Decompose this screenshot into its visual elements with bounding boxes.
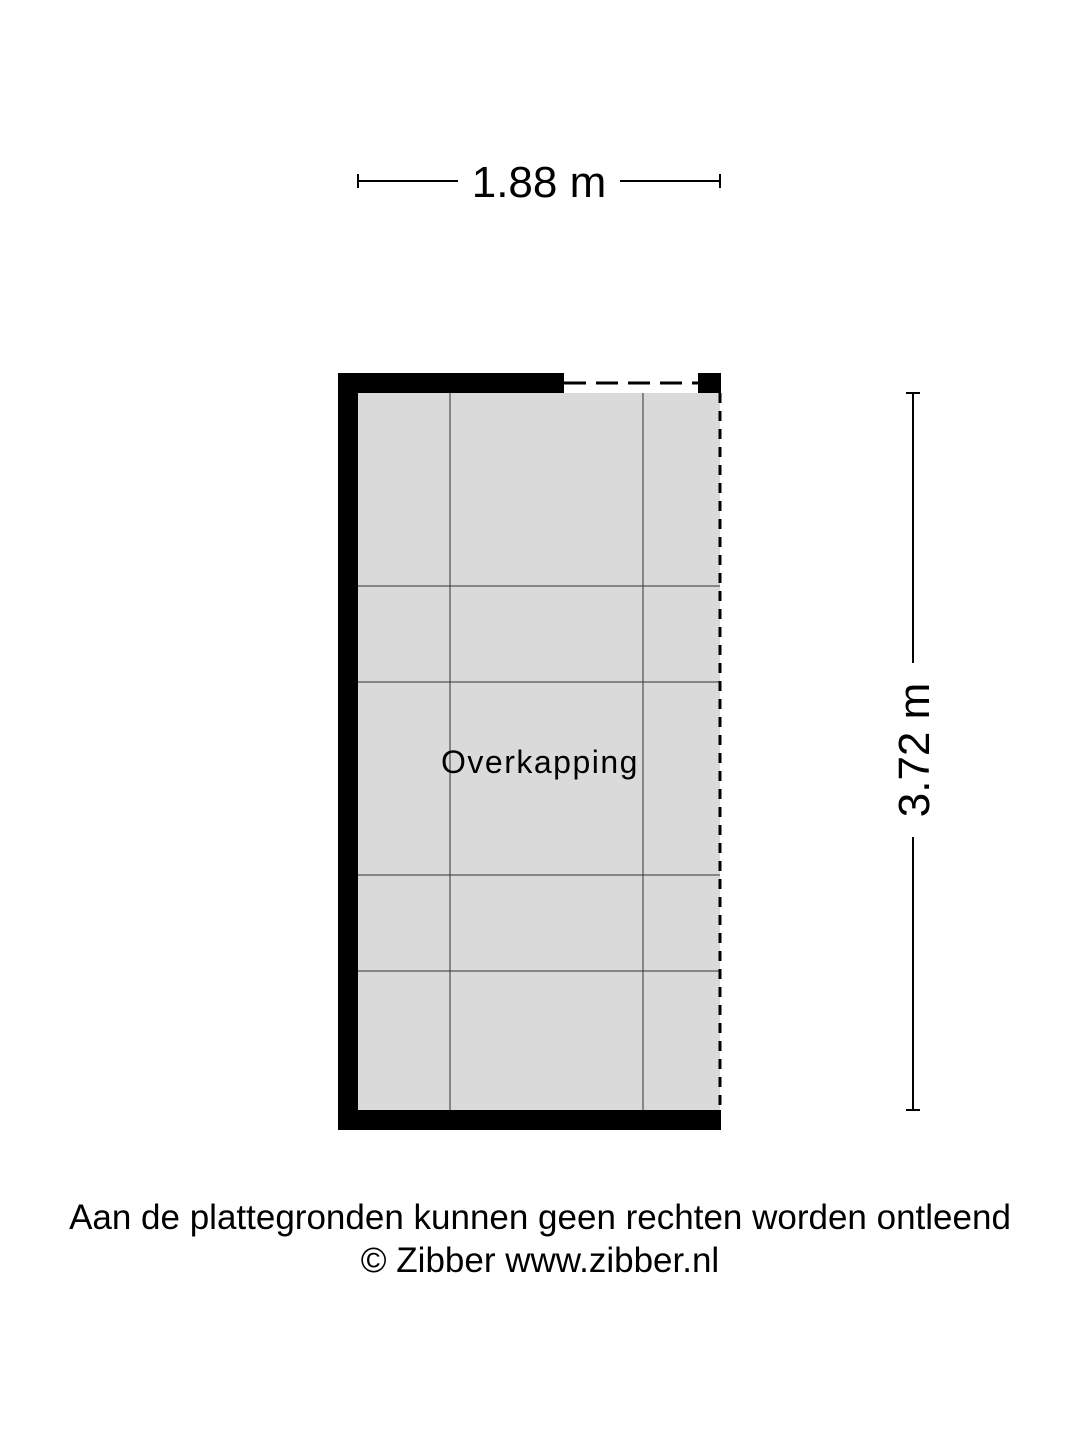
height-dimension-label: 3.72 m <box>890 682 939 818</box>
width-dimension <box>358 158 720 207</box>
room-label: Overkapping <box>441 744 639 780</box>
wall-bottom <box>338 1110 721 1130</box>
copyright-text: © Zibber www.zibber.nl <box>360 1241 720 1280</box>
top-opening <box>564 373 698 393</box>
wall-left <box>338 373 358 1130</box>
width-dimension-label: 1.88 m <box>471 158 607 207</box>
height-dimension <box>890 393 939 1110</box>
wall-top-right <box>698 373 721 393</box>
wall-top-left <box>338 373 564 393</box>
disclaimer-text: Aan de plattegronden kunnen geen rechten worden ontleend <box>69 1198 1011 1237</box>
